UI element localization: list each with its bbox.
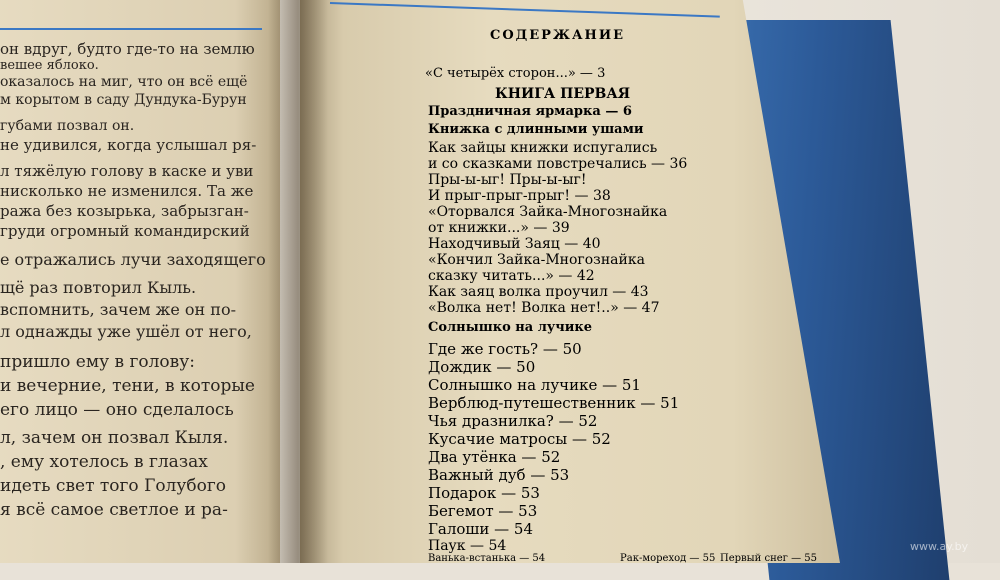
left-text-line: пришло ему в голову: bbox=[0, 352, 195, 372]
left-text-line: груди огромный командирский bbox=[0, 222, 250, 240]
contents-entry: Бегемот — 53 bbox=[428, 502, 538, 520]
contents-title: СОДЕРЖАНИЕ bbox=[490, 28, 626, 43]
contents-entry: Кусачие матросы — 52 bbox=[428, 430, 611, 448]
contents-section-heading: КНИГА ПЕРВАЯ bbox=[495, 86, 631, 102]
left-text-line: оказалось на миг, что он всё ещё bbox=[0, 74, 248, 90]
watermark: www.ay.by bbox=[910, 540, 969, 553]
contents-entry: Паук — 54 bbox=[428, 538, 507, 554]
contents-entry: «Оторвался Зайка-Многознайка bbox=[428, 204, 668, 220]
contents-entry: И прыг-прыг-прыг! — 38 bbox=[428, 188, 611, 204]
contents-entry: Важный дуб — 53 bbox=[428, 466, 570, 484]
contents-entry: Верблюд-путешественник — 51 bbox=[428, 394, 680, 412]
contents-entry: Как зайцы книжки испугались bbox=[428, 140, 658, 156]
contents-entry: Первый снег — 55 bbox=[720, 553, 817, 564]
contents-entry: и со сказками повстречались — 36 bbox=[428, 156, 688, 172]
contents-entry: «Кончил Зайка-Многознайка bbox=[428, 252, 645, 268]
left-text-line: губами позвал он. bbox=[0, 118, 135, 134]
contents-entry: Солнышко на лучике bbox=[428, 320, 593, 335]
contents-entry: Галоши — 54 bbox=[428, 520, 533, 538]
left-text-line: е отражались лучи заходящего bbox=[0, 250, 266, 269]
contents-entry: «Волка нет! Волка нет!..» — 47 bbox=[428, 300, 660, 316]
left-text-line: он вдруг, будто где-то на землю bbox=[0, 40, 255, 58]
left-text-line: л, зачем он позвал Кыля. bbox=[0, 428, 229, 448]
contents-entry: Рак-мореход — 55 bbox=[620, 553, 716, 564]
left-text-line: щё раз повторил Кыль. bbox=[0, 278, 197, 297]
left-text-line: вспомнить, зачем же он по- bbox=[0, 300, 236, 319]
contents-entry: Два утёнка — 52 bbox=[428, 448, 561, 466]
left-page-rule bbox=[0, 28, 262, 30]
contents-entry: Как заяц волка проучил — 43 bbox=[428, 284, 649, 300]
left-text-line: л однажды уже ушёл от него, bbox=[0, 322, 252, 341]
left-text-line: нисколько не изменился. Та же bbox=[0, 182, 254, 200]
left-text-line: ража без козырька, забрызган- bbox=[0, 202, 249, 220]
contents-entry: Чья дразнилка? — 52 bbox=[428, 412, 598, 430]
contents-entry: Солнышко на лучике — 51 bbox=[428, 376, 641, 394]
contents-entry: Находчивый Заяц — 40 bbox=[428, 236, 601, 252]
contents-entry: Ванька-встанька — 54 bbox=[428, 553, 546, 564]
contents-entry: сказку читать...» — 42 bbox=[428, 268, 595, 284]
left-text-line: его лицо — оно сделалось bbox=[0, 400, 234, 420]
contents-entry: Книжка с длинными ушами bbox=[428, 122, 644, 137]
left-text-line: л тяжёлую голову в каске и уви bbox=[0, 162, 254, 180]
book-gutter bbox=[268, 0, 328, 563]
left-text-line: и вечерние, тени, в которые bbox=[0, 376, 255, 396]
contents-entry: Пры-ы-ыг! Пры-ы-ыг! bbox=[428, 172, 587, 188]
left-text-line: м корытом в саду Дундука-Бурун bbox=[0, 92, 247, 108]
left-text-line: я всё самое светлое и ра- bbox=[0, 500, 228, 520]
contents-entry: Праздничная ярмарка — 6 bbox=[428, 104, 632, 119]
contents-entry: Подарок — 53 bbox=[428, 484, 540, 502]
left-text-line: вешее яблоко. bbox=[0, 58, 99, 73]
contents-entry: от книжки...» — 39 bbox=[428, 220, 570, 236]
left-text-line: , ему хотелось в глазах bbox=[0, 452, 208, 472]
left-text-line: не удивился, когда услышал ря- bbox=[0, 136, 257, 154]
contents-entry: Дождик — 50 bbox=[428, 358, 536, 376]
contents-entry: «С четырёх сторон...» — 3 bbox=[425, 66, 606, 81]
contents-entry: Где же гость? — 50 bbox=[428, 340, 582, 358]
left-text-line: идеть свет того Голубого bbox=[0, 476, 226, 496]
